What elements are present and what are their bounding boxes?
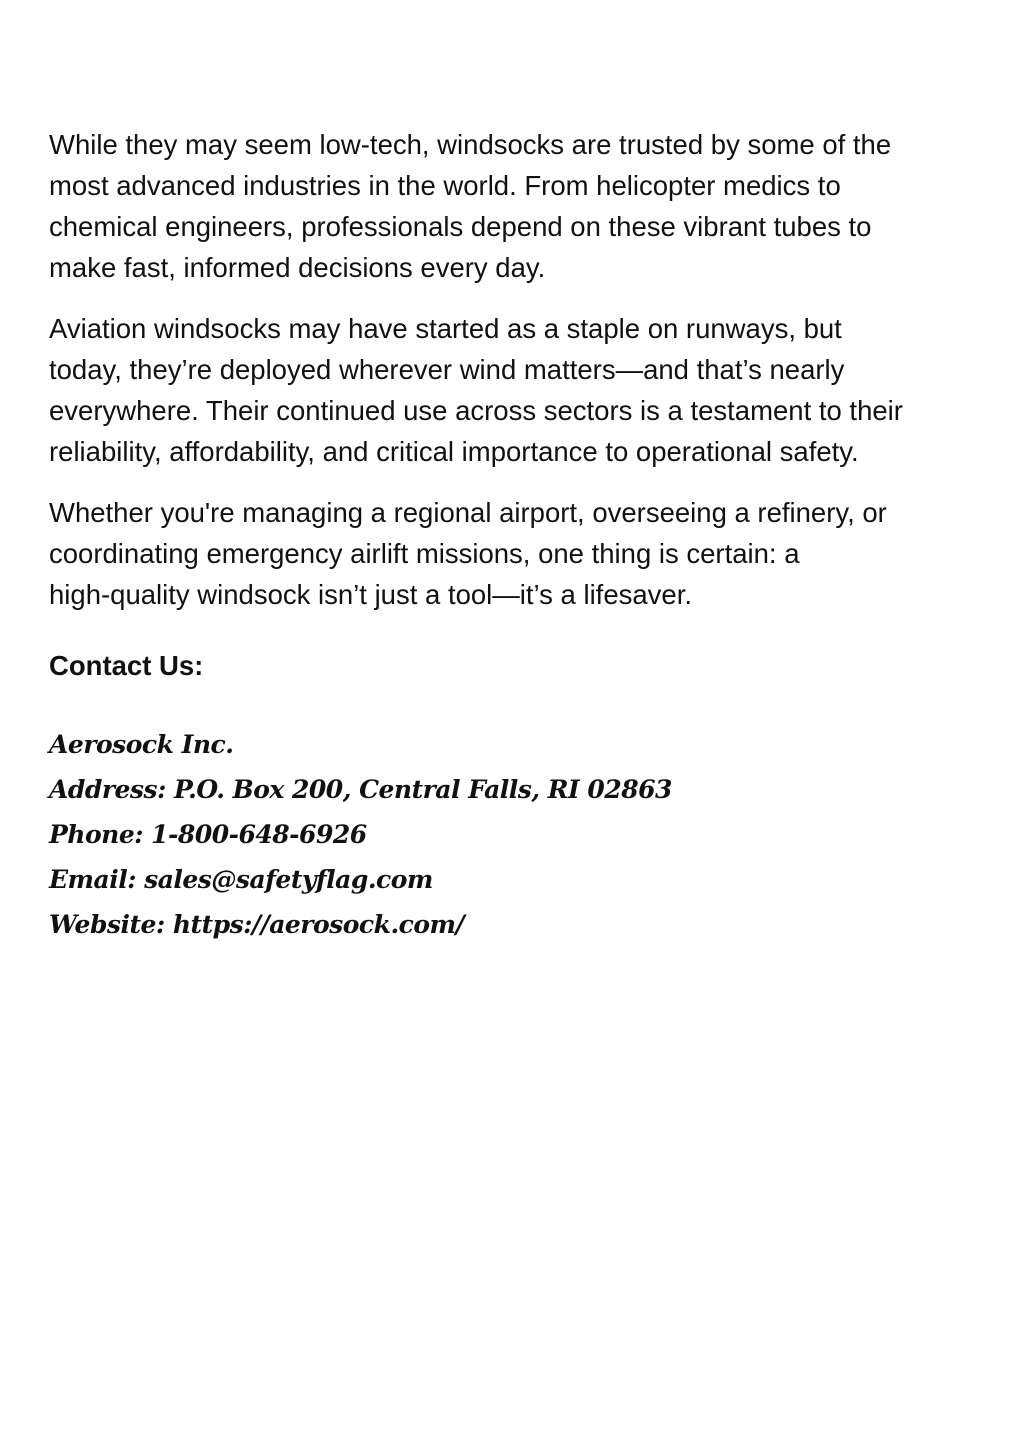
paragraph-line: high-quality windsock isn’t just a tool—it’s a lifesaver. [49,579,692,610]
paragraph-1 [49,124,1017,288]
contact-website[interactable]: Website: https://aerosock.com/ [49,910,465,939]
paragraph-line: While they may seem low-tech, windsocks are trusted by some of the [49,129,892,160]
paragraph-line: chemical engineers, professionals depend on these vibrant tubes to [49,211,872,242]
contact-email[interactable]: Email: sales@safetyflag.com [49,865,433,894]
paragraph-line: today, they’re deployed wherever wind matters—and that’s nearly [49,354,845,385]
company-name: Aerosock Inc. [49,730,234,759]
paragraph-line: everywhere. Their continued use across sectors is a testament to their [49,395,903,426]
paragraph-line: make fast, informed decisions every day. [49,252,546,283]
paragraph-line: reliability, affordability, and critical importance to operational safety. [49,436,859,467]
contact-heading: Contact Us: [49,650,204,681]
paragraph-line: most advanced industries in the world. From helicopter medics to [49,170,841,201]
contact-details [49,722,1017,947]
paragraph-line: coordinating emergency airlift missions, one thing is certain: a [49,538,800,569]
contact-address: Address: P.O. Box 200, Central Falls, RI 02863 [49,775,672,804]
contact-phone: Phone: 1-800-648-6926 [49,820,367,849]
paragraph-3 [49,492,1017,615]
paragraph-line: Whether you're managing a regional airport, overseeing a refinery, or [49,497,887,528]
paragraph-line: Aviation windsocks may have started as a staple on runways, but [49,313,842,344]
paragraph-2 [49,308,1017,472]
document-page [49,124,1017,947]
